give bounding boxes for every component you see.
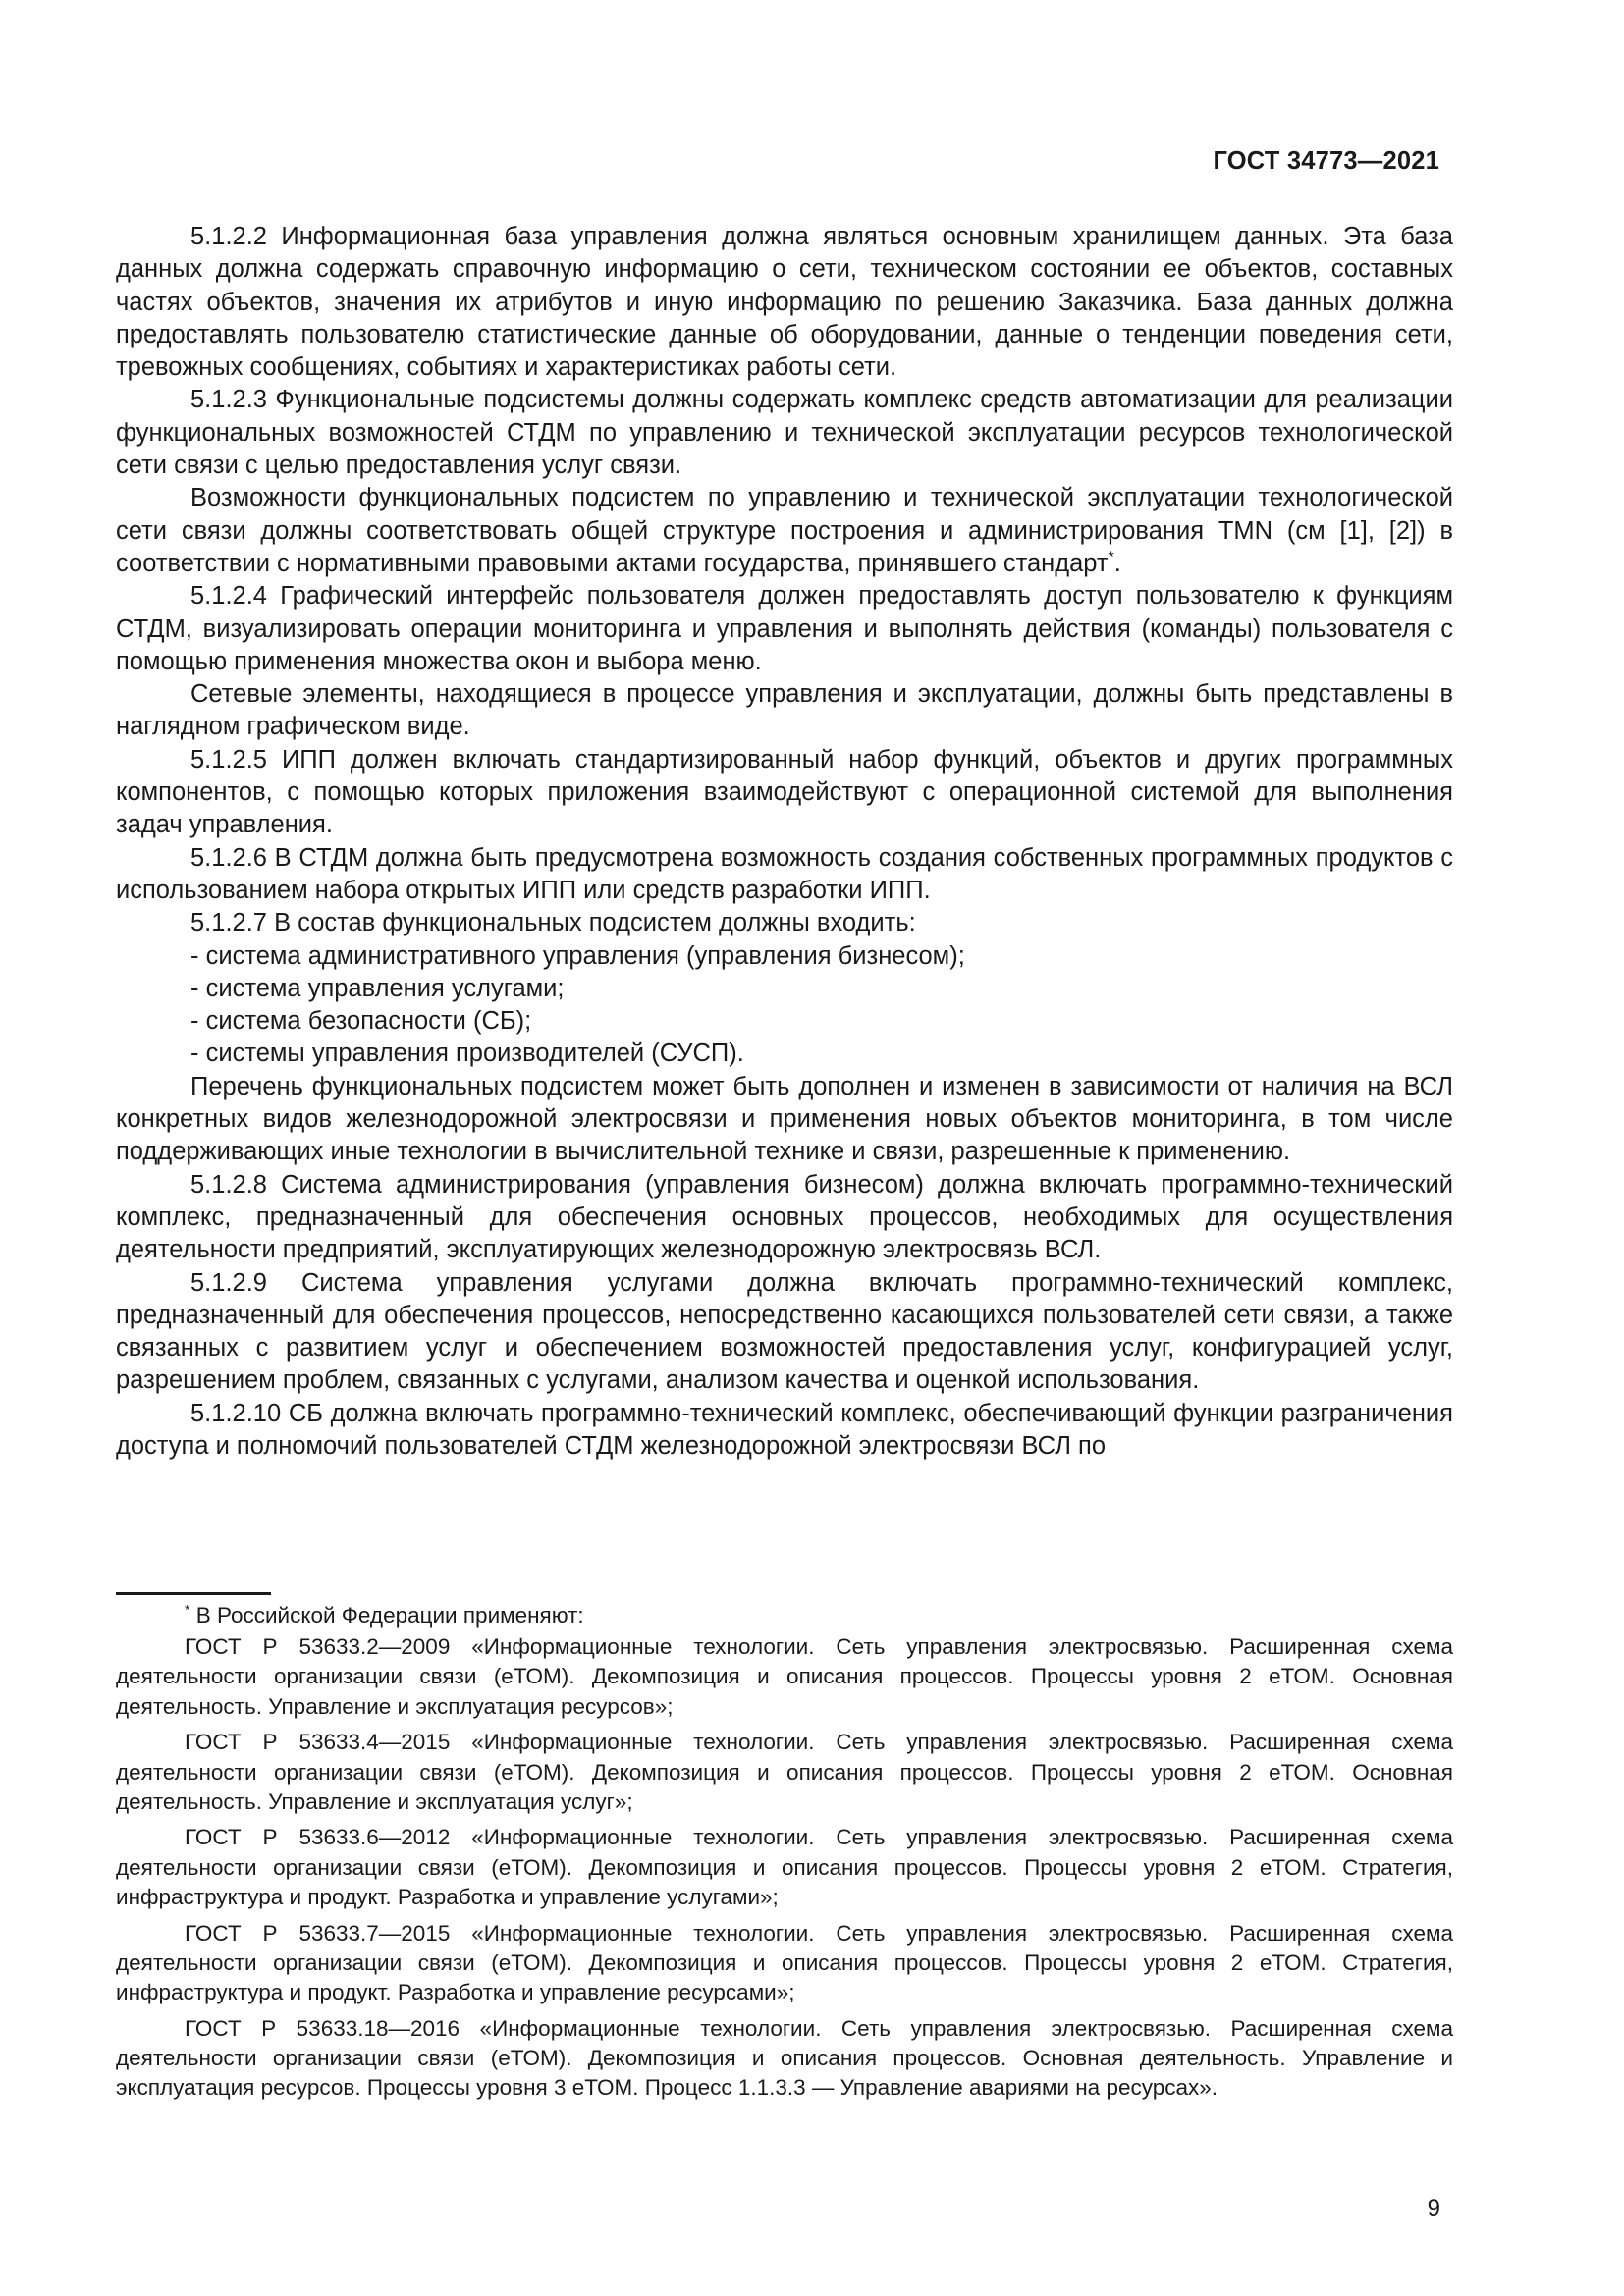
paragraph-5-1-2-10: 5.1.2.10 СБ должна включать программно-технический комплекс, обеспечивающий функции разграничения доступа и полномочий пользователей СТДМ железнодорожной электросвязи ВСЛ по xyxy=(116,1399,1453,1460)
footnote-item: ГОСТ Р 53633.4—2015 «Информационные технологии. Сеть управления электросвязью. Расширенная схема деятельности организации связи (еТОМ). Декомпозиция и описания процессов. Процессы уровня 2 еТОМ. Основная деятельность. Управление и эксплуатация услуг»; xyxy=(116,1730,1453,1814)
page-number: 9 xyxy=(1427,2195,1440,2221)
paragraph-5-1-2-3: 5.1.2.3 Функциональные подсистемы должны содержать комплекс средств автоматизации для реализации функциональных возможностей СТДМ по управлению и технической эксплуатации ресурсов технологической сети связи с целью предоставления услуг связи. xyxy=(116,386,1453,480)
footnotes xyxy=(116,1601,1453,2109)
paragraph-5-1-2-9: 5.1.2.9 Система управления услугами должна включать программно-технический комплекс, предназначенный для обеспечения процессов, непосредственно касающихся пользователей сети связи, а также связанных с развитием услуг и обеспечением возможностей предоставления услуг, конфигурацией услуг, разрешением проблем, связанных с услугами, анализом качества и оценкой использования. xyxy=(116,1268,1453,1395)
paragraph-tmn-capabilities: Возможности функциональных подсистем по управлению и технической эксплуатации технологической сети связи должны соответствовать общей структуре построения и администрирования TMN (см [1], [2]) в соответствии с нормативными правовыми актами государства, принявшего стандарт*. xyxy=(116,484,1453,577)
list-item: - система управления услугами; xyxy=(190,974,565,1002)
paragraph-network-elements: Сетевые элементы, находящиеся в процессе управления и эксплуатации, должны быть представлены в наглядном графическом виде. xyxy=(116,680,1453,741)
list-item: - система административного управления (управления бизнесом); xyxy=(190,941,965,970)
paragraph-tmn-text: Возможности функциональных подсистем по управлению и технической эксплуатации технологической сети связи должны соответствовать общей структуре построения и администрирования TMN (см [1], [2]) в соответствии с нормативными правовыми актами государства, принявшего стандарт xyxy=(116,484,1453,577)
footnote-item: ГОСТ Р 53633.18—2016 «Информационные технологии. Сеть управления электросвязью. Расширенная схема деятельности организации связи (еТОМ). Декомпозиция и описания процессов. Основная деятельность. Управление и эксплуатация ресурсов. Процессы уровня 3 еТОМ. Процесс 1.1.3.3 — Управление авариями на ресурсах». xyxy=(116,2015,1453,2101)
list-item: - системы управления производителей (СУСП). xyxy=(190,1040,744,1068)
paragraph-5-1-2-5: 5.1.2.5 ИПП должен включать стандартизированный набор функций, объектов и других программных компонентов, с помощью которых приложения взаимодействуют с операционной системой для выполнения задач управления. xyxy=(116,745,1453,839)
footnote-item: ГОСТ Р 53633.7—2015 «Информационные технологии. Сеть управления электросвязью. Расширенная схема деятельности организации связи (еТОМ). Декомпозиция и описания процессов. Процессы уровня 2 еТОМ. Стратегия, инфраструктура и продукт. Разработка и управление ресурсами»; xyxy=(116,1920,1453,2004)
footnote-intro xyxy=(116,1601,1453,1630)
paragraph-5-1-2-4: 5.1.2.4 Графический интерфейс пользователя должен предоставлять доступ пользователю к функциям СТДМ, визуализировать операции мониторинга и управления и выполнять действия (команды) пользователя с помощью применения множества окон и выбора меню. xyxy=(116,582,1453,675)
footnote-intro-text: В Российской Федерации применяют: xyxy=(195,1603,584,1628)
footnote-item: ГОСТ Р 53633.2—2009 «Информационные технологии. Сеть управления электросвязью. Расширенная схема деятельности организации связи (еТОМ). Декомпозиция и описания процессов. Процессы уровня 2 еТОМ. Основная деятельность. Управление и эксплуатация ресурсов»; xyxy=(116,1634,1453,1719)
paragraph-5-1-2-8: 5.1.2.8 Система администрирования (управления бизнесом) должна включать программно-технический комплекс, предназначенный для обеспечения основных процессов, необходимых для осуществления деятельности предприятий, эксплуатирующих железнодорожную электросвязь ВСЛ. xyxy=(116,1170,1453,1264)
paragraph-5-1-2-2: 5.1.2.2 Информационная база управления должна являться основным хранилищем данных. Эта база данных должна содержать справочную информацию о сети, техническом состоянии ее объектов, составных частях объектов, значения их атрибутов и иную информацию по решению Заказчика. База данных должна предоставлять пользователю статистические данные об оборудовании, данные о тенденции поведения сети, тревожных сообщениях, событиях и характеристиках работы сети. xyxy=(116,223,1453,382)
paragraph-5-1-2-7: 5.1.2.7 В состав функциональных подсистем должны входить: xyxy=(190,909,916,937)
list-item: - система безопасности (СБ); xyxy=(190,1007,532,1036)
footnote-reference: * xyxy=(1108,549,1114,566)
footnote-marker: * xyxy=(185,1601,190,1618)
paragraph-5-1-2-6: 5.1.2.6 В СТДМ должна быть предусмотрена возможность создания собственных программных продуктов с использованием набора открытых ИПП или средств разработки ИПП. xyxy=(116,843,1453,904)
main-text xyxy=(116,221,1453,1463)
footnote-divider xyxy=(116,1592,271,1595)
document-code-header: ГОСТ 34773—2021 xyxy=(1213,147,1439,175)
paragraph-subsystems-list-note: Перечень функциональных подсистем может быть дополнен и изменен в зависимости от наличия на ВСЛ конкретных видов железнодорожной электросвязи и применения новых объектов мониторинга, в том числе поддерживающих иные технологии в вычислительной технике и связи, разрешенные к применению. xyxy=(116,1072,1453,1166)
footnote-item: ГОСТ Р 53633.6—2012 «Информационные технологии. Сеть управления электросвязью. Расширенная схема деятельности организации связи (еТОМ). Декомпозиция и описания процессов. Процессы уровня 2 еТОМ. Стратегия, инфраструктура и продукт. Разработка и управление услугами»; xyxy=(116,1825,1453,1909)
